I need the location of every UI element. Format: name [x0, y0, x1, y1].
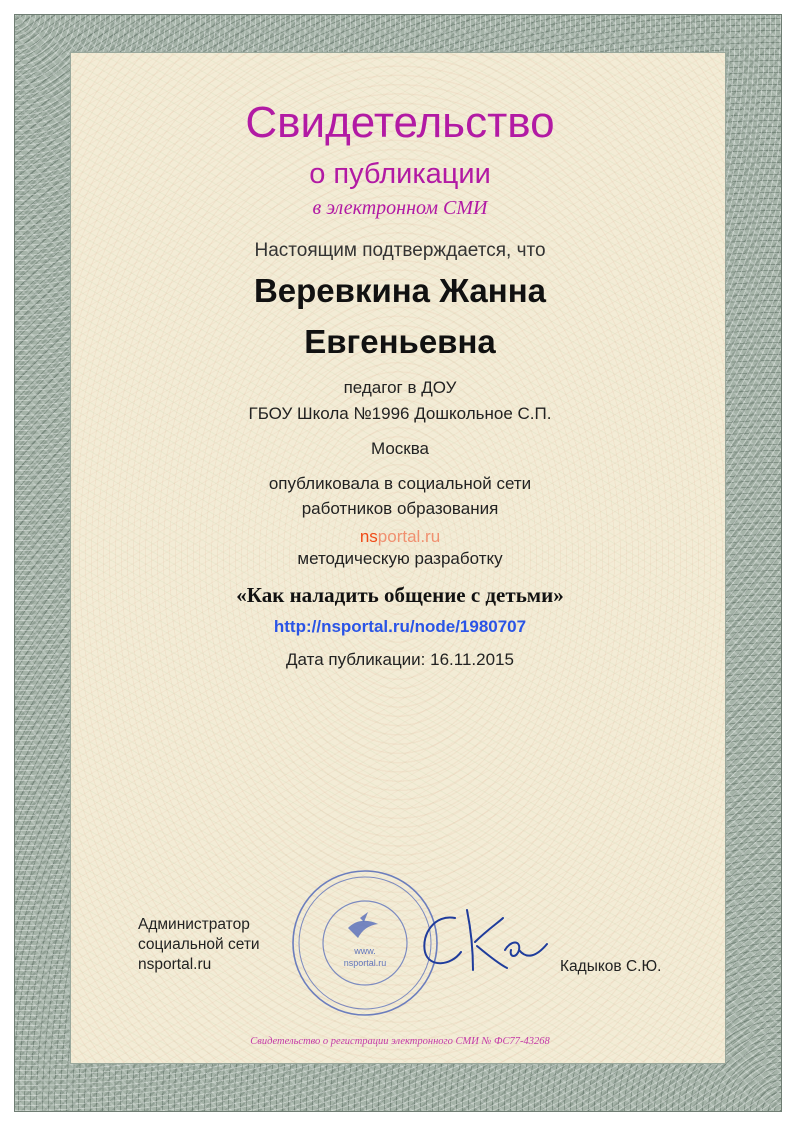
- recipient-name-line2: Евгеньевна: [304, 323, 496, 360]
- stamp-text-line1: www.: [354, 946, 376, 956]
- confirmation-text: Настоящим подтверждается, что: [254, 240, 546, 261]
- admin-line3: nsportal.ru: [138, 956, 212, 973]
- registration-footer: Свидетельство о регистрации электронного СМИ № ФС77-43268: [250, 1036, 550, 1047]
- site-brand-ns: ns: [359, 527, 378, 546]
- published-statement-line1: опубликовала в социальной сети: [268, 474, 532, 493]
- recipient-organization: ГБОУ Школа №1996 Дошкольное С.П.: [248, 404, 552, 423]
- certificate-subtitle: о публикации: [309, 158, 491, 190]
- stamp-text-line2: nsportal.ru: [343, 958, 387, 968]
- certificate-subtitle-media: в электронном СМИ: [312, 197, 488, 219]
- work-link[interactable]: http://nsportal.ru/node/1980707: [273, 617, 527, 636]
- admin-line2: социальной сети: [138, 936, 260, 953]
- admin-block: [138, 915, 260, 975]
- certificate-title: Свидетельство: [245, 98, 555, 147]
- recipient-position: педагог в ДОУ: [343, 378, 457, 397]
- signature: [415, 900, 555, 980]
- recipient-name-line1: Веревкина Жанна: [253, 272, 547, 309]
- site-brand: [0, 527, 800, 547]
- work-type: методическую разработку: [297, 549, 503, 568]
- recipient-city: Москва: [370, 439, 430, 458]
- publication-date: Дата публикации: 16.11.2015: [286, 650, 514, 669]
- site-brand-portal: portal.ru: [377, 527, 441, 546]
- published-statement-line2: работников образования: [301, 499, 499, 518]
- admin-line1: Администратор: [138, 916, 250, 933]
- work-title: «Как наладить общение с детьми»: [236, 583, 564, 607]
- signer-name: Кадыков С.Ю.: [560, 958, 662, 975]
